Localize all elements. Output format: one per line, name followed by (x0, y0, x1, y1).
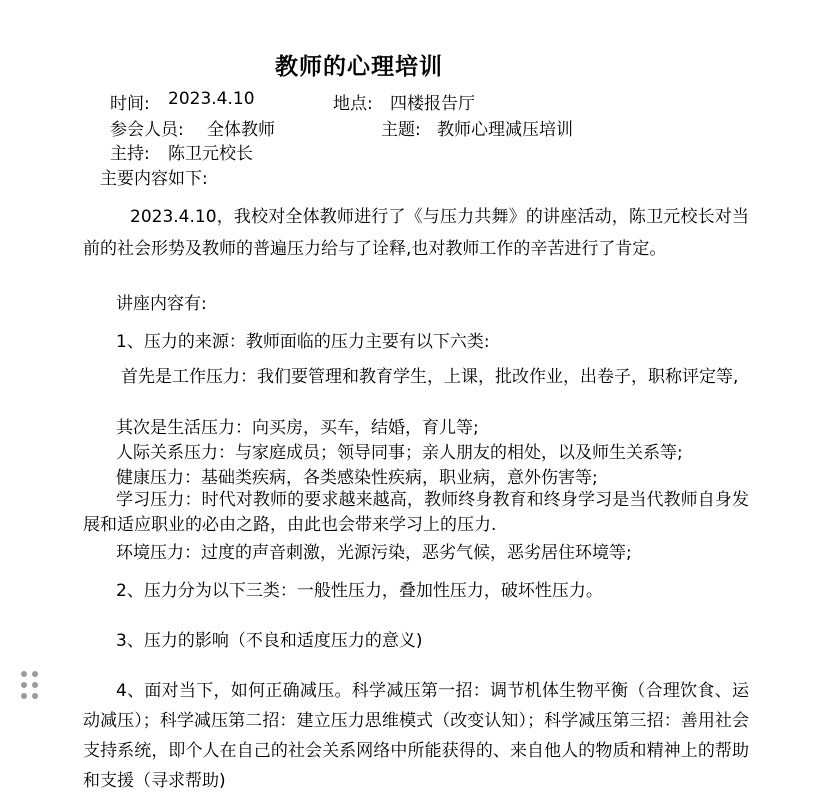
place-value: 四楼报告厅 (390, 94, 475, 114)
attendees-value: 全体教师 (207, 120, 275, 140)
section4: 4、面对当下，如何正确减压。科学减压第一招：调节机体生物平衡（合理饮食、运动减压）；科学减压第二招：建立压力思维模式（改变认知）；科学减压第三招：善用社会支持系统，即个人在自己的社会关系网络中所能获得的、来自他人的物质和精神上的帮助和支援（寻求帮助) (83, 681, 749, 791)
intro-paragraph: 2023.4.10，我校对全体教师进行了《与压力共舞》的讲座活动，陈卫元校长对当前的社会形势及教师的普遍压力给与了诠释,也对教师工作的辛苦进行了肯定。 (83, 207, 749, 259)
section1-study: 学习压力：时代对教师的要求越来越高，教师终身教育和终身学习是当代教师自身发展和适应职业的必由之路，由此也会带来学习上的压力. (83, 490, 749, 535)
section1-work: 首先是工作压力：我们要管理和教育学生，上课，批改作业，出卷子，职称评定等, (121, 367, 739, 387)
topic-label: 主题: (381, 120, 421, 140)
drag-dot (32, 682, 38, 688)
attendees-label: 参会人员: (110, 120, 184, 140)
drag-dot (32, 693, 38, 699)
drag-handle-icon[interactable] (21, 671, 39, 701)
section2: 2、压力分为以下三类：一般性压力，叠加性压力，破坏性压力。 (116, 581, 603, 601)
place-label: 地点: (333, 94, 373, 114)
host-label: 主持: (110, 144, 150, 164)
time-label: 时间: (110, 94, 150, 114)
section1-relation: 人际关系压力：与家庭成员；领导同事；亲人朋友的相处，以及师生关系等; (116, 443, 683, 463)
time-value: 2023.4.10 (168, 89, 255, 109)
section1-heading: 1、压力的来源：教师面临的压力主要有以下六类: (116, 332, 490, 352)
drag-dot (21, 682, 27, 688)
drag-dot (21, 693, 27, 699)
main-content-label: 主要内容如下: (100, 169, 208, 189)
topic-value: 教师心理减压培训 (437, 120, 573, 140)
section1-life: 其次是生活压力：向买房，买车，结婚，育儿等; (116, 418, 479, 438)
drag-dot (32, 671, 38, 677)
section3: 3、压力的影响（不良和适度压力的意义) (116, 631, 423, 651)
document-title: 教师的心理培训 (275, 54, 443, 80)
section1-env: 环境压力：过度的声音刺激，光源污染，恶劣气候，恶劣居住环境等; (116, 543, 632, 563)
drag-dot (21, 671, 27, 677)
host-value: 陈卫元校长 (168, 144, 253, 164)
section1-health: 健康压力：基础类疾病，各类感染性疾病，职业病，意外伤害等; (116, 468, 598, 488)
lecture-label: 讲座内容有: (116, 294, 207, 314)
